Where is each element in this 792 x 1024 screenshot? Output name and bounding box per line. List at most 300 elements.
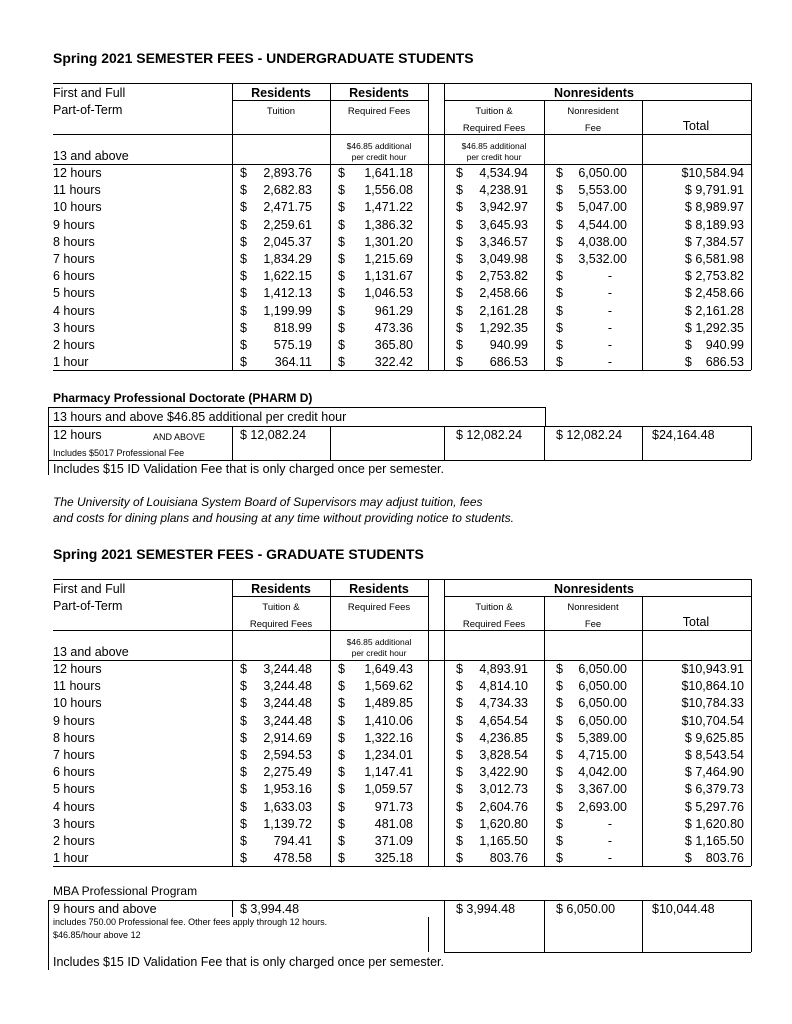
grad-row-header-line1: First and Full <box>53 582 126 596</box>
row-nr-fee: 5,047.00 <box>578 200 627 215</box>
dollar-sign: $ <box>338 234 345 249</box>
row-res-tuition: 2,045.37 <box>263 234 312 249</box>
dollar-sign: $ <box>556 234 563 249</box>
row-hours: 5 hours <box>53 782 95 797</box>
dollar-sign: $ <box>556 679 563 694</box>
row-res-fees: 325.18 <box>374 851 413 866</box>
row-res-fees: 1,649.43 <box>364 662 413 676</box>
row-hours: 8 hours <box>53 730 95 745</box>
dollar-sign: $ <box>456 166 463 180</box>
dollar-sign: $ <box>556 303 563 318</box>
row-hours: 10 hours <box>53 200 102 215</box>
dollar-sign: $ <box>240 765 247 780</box>
row-hours: 4 hours <box>53 799 95 814</box>
row-res-fees: 1,301.20 <box>364 234 413 249</box>
row-res-fees: 1,410.06 <box>364 713 413 728</box>
dollar-sign: $ <box>338 320 345 335</box>
row-nr-tuition: 2,161.28 <box>479 303 528 318</box>
dollar-sign: $ <box>338 183 345 198</box>
row-res-tuition: 2,893.76 <box>263 166 312 180</box>
dollar-sign: $ <box>556 713 563 728</box>
row-total: $ 8,189.93 <box>684 217 744 232</box>
dollar-sign: $ <box>240 834 247 848</box>
mba-nr-tuition: $ 3,994.48 <box>456 902 516 916</box>
nr-note: $46.85 additional per credit hour <box>461 141 527 162</box>
table-row <box>0 851 792 868</box>
dollar-sign: $ <box>240 799 247 814</box>
row-nr-fee: 3,367.00 <box>578 782 627 797</box>
row-nr-tuition: 1,620.80 <box>479 816 528 831</box>
row-res-fees: 1,556.08 <box>364 183 413 198</box>
row-res-fees: 371.09 <box>374 834 413 848</box>
row-nr-tuition: 4,893.91 <box>479 662 528 676</box>
row-total: $ 8,989.97 <box>684 200 744 215</box>
row-hours: 1 hour <box>53 851 89 866</box>
pharm-nr-fee: $ 12,082.24 <box>556 428 623 442</box>
table-row <box>0 714 792 731</box>
row-res-fees: 1,386.32 <box>364 217 413 232</box>
row-total: $ 1,165.50 <box>684 834 744 848</box>
dollar-sign: $ <box>456 662 463 676</box>
pharm-res-tuition: $ 12,082.24 <box>240 428 307 442</box>
dollar-sign: $ <box>456 713 463 728</box>
dollar-sign: $ <box>456 834 463 848</box>
disclaimer-line2: and costs for dining plans and housing at any time without providing notice to students. <box>53 511 514 525</box>
row-total: $10,864.10 <box>681 679 744 694</box>
row-res-fees: 1,147.41 <box>364 765 413 780</box>
grad-fees-note: $46.85 additional per credit hour <box>346 637 412 658</box>
table-row <box>0 338 792 355</box>
dollar-sign: $ <box>456 320 463 335</box>
row-nr-fee: - <box>607 303 612 318</box>
row-res-tuition: 1,199.99 <box>263 303 312 318</box>
dollar-sign: $ <box>556 799 563 814</box>
table-row <box>0 269 792 286</box>
row-res-tuition: 1,412.13 <box>263 286 312 301</box>
col-total: Total <box>682 119 710 133</box>
row-hours: 9 hours <box>53 713 95 728</box>
grad-col-nonresidents: Nonresidents <box>554 582 634 596</box>
dollar-sign: $ <box>338 355 345 370</box>
dollar-sign: $ <box>456 303 463 318</box>
row-nr-tuition: 2,604.76 <box>479 799 528 814</box>
dollar-sign: $ <box>456 269 463 284</box>
row-nr-tuition: 1,292.35 <box>479 320 528 335</box>
row-nr-fee: 4,544.00 <box>578 217 627 232</box>
row-nr-tuition: 3,942.97 <box>479 200 528 215</box>
row-nr-tuition: 4,734.33 <box>479 696 528 711</box>
mba-hours: 9 hours and above <box>53 902 157 916</box>
row-nr-tuition: 940.99 <box>489 338 528 352</box>
col-residents-fees: Residents <box>349 86 409 100</box>
row-res-fees: 1,059.57 <box>364 782 413 797</box>
row-total: $10,584.94 <box>681 166 744 180</box>
dollar-sign: $ <box>456 782 463 797</box>
dollar-sign: $ <box>456 730 463 745</box>
pharm-nr-tuition: $ 12,082.24 <box>456 428 523 442</box>
table-row <box>0 252 792 269</box>
dollar-sign: $ <box>338 338 345 352</box>
dollar-sign: $ <box>456 748 463 762</box>
dollar-sign: $ <box>556 782 563 797</box>
row-hours: 4 hours <box>53 303 95 318</box>
dollar-sign: $ <box>456 679 463 694</box>
dollar-sign: $ <box>338 799 345 814</box>
row-res-tuition: 2,275.49 <box>263 765 312 780</box>
row-total: $10,943.91 <box>681 662 744 676</box>
dollar-sign: $ <box>456 234 463 249</box>
dollar-sign: $ <box>556 355 563 370</box>
dollar-sign: $ <box>338 217 345 232</box>
row-nr-fee: 5,553.00 <box>578 183 627 198</box>
grad-col-res-tuition-l2: Required Fees <box>249 619 313 630</box>
row-hours: 2 hours <box>53 338 95 352</box>
row-nr-tuition: 2,458.66 <box>479 286 528 301</box>
dollar-sign: $ <box>240 713 247 728</box>
row-res-fees: 1,322.16 <box>364 730 413 745</box>
row-total: $ 803.76 <box>684 851 744 866</box>
row-res-tuition: 1,953.16 <box>263 782 312 797</box>
table-row <box>0 748 792 765</box>
row-total: $ 9,625.85 <box>684 730 744 745</box>
row-total: $ 7,464.90 <box>684 765 744 780</box>
row-hours: 11 hours <box>53 183 101 198</box>
row-nr-fee: 3,532.00 <box>578 252 627 266</box>
row-nr-tuition: 3,012.73 <box>479 782 528 797</box>
dollar-sign: $ <box>240 355 247 370</box>
row-res-fees: 971.73 <box>374 799 413 814</box>
dollar-sign: $ <box>556 338 563 352</box>
row-nr-tuition: 2,753.82 <box>479 269 528 284</box>
dollar-sign: $ <box>556 286 563 301</box>
dollar-sign: $ <box>240 338 247 352</box>
row-res-tuition: 2,914.69 <box>263 730 312 745</box>
row-hours: 1 hour <box>53 355 89 370</box>
dollar-sign: $ <box>338 851 345 866</box>
pharm-total: $24,164.48 <box>652 428 715 442</box>
grad-col-total: Total <box>682 615 710 629</box>
dollar-sign: $ <box>556 834 563 848</box>
dollar-sign: $ <box>456 338 463 352</box>
row-nr-tuition: 3,645.93 <box>479 217 528 232</box>
row-res-tuition: 3,244.48 <box>263 713 312 728</box>
row-nr-tuition: 4,534.94 <box>479 166 528 180</box>
row-res-fees: 1,569.62 <box>364 679 413 694</box>
row-nr-fee: - <box>607 320 612 335</box>
row-nr-fee: - <box>607 338 612 352</box>
row-res-fees: 1,215.69 <box>364 252 413 266</box>
dollar-sign: $ <box>556 320 563 335</box>
dollar-sign: $ <box>456 286 463 301</box>
row-res-tuition: 478.58 <box>273 851 312 866</box>
row-total: $10,704.54 <box>681 713 744 728</box>
row-total: $ 2,161.28 <box>684 303 744 318</box>
table-row <box>0 200 792 217</box>
dollar-sign: $ <box>556 851 563 866</box>
row-nr-fee: - <box>607 286 612 301</box>
dollar-sign: $ <box>338 679 345 694</box>
row-hours: 10 hours <box>53 696 102 711</box>
pharm-includes-fee: Includes $5017 Professional Fee <box>53 448 185 458</box>
row-hours: 7 hours <box>53 252 95 266</box>
row-nr-tuition: 4,238.91 <box>479 183 528 198</box>
table-row <box>0 218 792 235</box>
col-nr-fee-l2: Fee <box>584 123 602 134</box>
row-total: $ 7,384.57 <box>684 234 744 249</box>
row-res-tuition: 818.99 <box>273 320 312 335</box>
dollar-sign: $ <box>338 286 345 301</box>
row-nr-fee: 2,693.00 <box>578 799 627 814</box>
dollar-sign: $ <box>556 217 563 232</box>
table-row <box>0 235 792 252</box>
pharm-title: Pharmacy Professional Doctorate (PHARM D) <box>53 391 313 405</box>
row-res-tuition: 1,834.29 <box>263 252 312 266</box>
dollar-sign: $ <box>338 834 345 848</box>
dollar-sign: $ <box>240 730 247 745</box>
row-header-line1: First and Full <box>53 86 126 100</box>
dollar-sign: $ <box>338 782 345 797</box>
dollar-sign: $ <box>240 183 247 198</box>
row-res-fees: 1,471.22 <box>364 200 413 215</box>
row-nr-tuition: 686.53 <box>489 355 528 370</box>
row-res-tuition: 2,471.75 <box>263 200 312 215</box>
dollar-sign: $ <box>240 303 247 318</box>
dollar-sign: $ <box>456 252 463 266</box>
row-nr-fee: - <box>607 834 612 848</box>
row-res-tuition: 3,244.48 <box>263 662 312 676</box>
row-res-tuition: 364.11 <box>274 355 312 370</box>
row-res-tuition: 1,622.15 <box>263 269 312 284</box>
row-total: $ 9,791.91 <box>684 183 744 198</box>
table-row <box>0 731 792 748</box>
label-13-and-above: 13 and above <box>53 149 129 163</box>
fees-note: $46.85 additional per credit hour <box>346 141 412 162</box>
row-nr-fee: 6,050.00 <box>578 662 627 676</box>
row-total: $ 5,297.76 <box>684 799 744 814</box>
grad-col-nr-tuition-l2: Required Fees <box>462 619 526 630</box>
row-total: $ 6,581.98 <box>684 252 744 266</box>
row-hours: 3 hours <box>53 816 95 831</box>
row-hours: 2 hours <box>53 834 95 848</box>
dollar-sign: $ <box>556 166 563 180</box>
dollar-sign: $ <box>556 269 563 284</box>
row-nr-fee: 6,050.00 <box>578 166 627 180</box>
row-nr-tuition: 4,236.85 <box>479 730 528 745</box>
disclaimer-line1: The University of Louisiana System Board of Supervisors may adjust tuition, fees <box>53 495 483 509</box>
row-total: $10,784.33 <box>681 696 744 711</box>
row-res-fees: 322.42 <box>374 355 413 370</box>
row-hours: 6 hours <box>53 765 95 780</box>
row-nr-tuition: 4,814.10 <box>479 679 528 694</box>
row-hours: 9 hours <box>53 217 95 232</box>
row-total: $ 2,753.82 <box>684 269 744 284</box>
grad-col-res-tuition-l1: Tuition & <box>262 602 300 613</box>
row-total: $ 6,379.73 <box>684 782 744 797</box>
table-row <box>0 800 792 817</box>
dollar-sign: $ <box>240 851 247 866</box>
dollar-sign: $ <box>240 234 247 249</box>
dollar-sign: $ <box>456 200 463 215</box>
pharm-line1: 13 hours and above $46.85 additional per credit hour <box>53 410 347 424</box>
row-nr-tuition: 1,165.50 <box>479 834 528 848</box>
row-hours: 5 hours <box>53 286 95 301</box>
dollar-sign: $ <box>456 799 463 814</box>
dollar-sign: $ <box>240 748 247 762</box>
row-total: $ 2,458.66 <box>684 286 744 301</box>
col-residents-tuition: Residents <box>251 86 311 100</box>
dollar-sign: $ <box>240 252 247 266</box>
row-nr-fee: 4,038.00 <box>578 234 627 249</box>
dollar-sign: $ <box>556 748 563 762</box>
row-nr-tuition: 3,422.90 <box>479 765 528 780</box>
table-row <box>0 304 792 321</box>
dollar-sign: $ <box>338 269 345 284</box>
col-residents-tuition-sub: Tuition <box>266 106 296 117</box>
dollar-sign: $ <box>338 200 345 215</box>
dollar-sign: $ <box>240 816 247 831</box>
mba-id-fee-note: Includes $15 ID Validation Fee that is only charged once per semester. <box>53 955 444 969</box>
grad-col-nr-tuition-l1: Tuition & <box>475 602 513 613</box>
undergrad-title: Spring 2021 SEMESTER FEES - UNDERGRADUATE STUDENTS <box>53 50 474 66</box>
row-res-tuition: 575.19 <box>273 338 312 352</box>
grad-col-nr-fee-l1: Nonresident <box>567 602 619 613</box>
row-header-line2: Part-of-Term <box>53 103 123 117</box>
row-res-fees: 1,489.85 <box>364 696 413 711</box>
row-total: $ 1,620.80 <box>684 816 744 831</box>
dollar-sign: $ <box>240 286 247 301</box>
dollar-sign: $ <box>240 217 247 232</box>
pharm-id-fee-note: Includes $15 ID Validation Fee that is only charged once per semester. <box>53 462 444 476</box>
mba-res: $ 3,994.48 <box>240 902 300 916</box>
table-row <box>0 782 792 799</box>
col-nr-tuition-l2: Required Fees <box>462 123 526 134</box>
row-hours: 11 hours <box>53 679 101 694</box>
dollar-sign: $ <box>456 355 463 370</box>
col-residents-fees-sub: Required Fees <box>347 106 411 117</box>
table-row <box>0 355 792 372</box>
row-nr-fee: 5,389.00 <box>578 730 627 745</box>
row-res-fees: 1,131.67 <box>364 269 413 284</box>
row-nr-fee: - <box>607 816 612 831</box>
row-res-tuition: 2,682.83 <box>263 183 312 198</box>
dollar-sign: $ <box>240 269 247 284</box>
dollar-sign: $ <box>456 217 463 232</box>
table-row <box>0 765 792 782</box>
row-res-tuition: 2,594.53 <box>263 748 312 762</box>
dollar-sign: $ <box>556 252 563 266</box>
table-row <box>0 679 792 696</box>
row-res-tuition: 1,139.72 <box>263 816 312 831</box>
row-nr-fee: 4,715.00 <box>578 748 627 762</box>
table-row <box>0 817 792 834</box>
dollar-sign: $ <box>338 303 345 318</box>
row-res-fees: 961.29 <box>374 303 413 318</box>
table-row <box>0 662 792 679</box>
dollar-sign: $ <box>338 252 345 266</box>
dollar-sign: $ <box>338 713 345 728</box>
dollar-sign: $ <box>338 166 345 180</box>
dollar-sign: $ <box>556 183 563 198</box>
dollar-sign: $ <box>556 765 563 780</box>
row-hours: 3 hours <box>53 320 95 335</box>
dollar-sign: $ <box>240 200 247 215</box>
row-res-tuition: 1,633.03 <box>263 799 312 814</box>
row-hours: 8 hours <box>53 234 95 249</box>
row-nr-fee: - <box>607 851 612 866</box>
row-nr-tuition: 3,049.98 <box>479 252 528 266</box>
row-res-tuition: 3,244.48 <box>263 696 312 711</box>
mba-note1: includes 750.00 Professional fee. Other fees apply through 12 hours. <box>53 917 328 927</box>
row-res-fees: 1,046.53 <box>364 286 413 301</box>
grad-col-nr-fee-l2: Fee <box>584 619 602 630</box>
table-row <box>0 183 792 200</box>
grad-col-res-fees-sub: Required Fees <box>347 602 411 613</box>
row-total: $ 8,543.54 <box>684 748 744 762</box>
dollar-sign: $ <box>556 200 563 215</box>
grad-col-residents-tuition: Residents <box>251 582 311 596</box>
row-res-fees: 1,234.01 <box>364 748 413 762</box>
mba-title: MBA Professional Program <box>53 884 198 898</box>
row-nr-fee: 6,050.00 <box>578 713 627 728</box>
dollar-sign: $ <box>338 765 345 780</box>
dollar-sign: $ <box>240 662 247 676</box>
dollar-sign: $ <box>456 183 463 198</box>
mba-note2: $46.85/hour above 12 <box>53 930 141 940</box>
row-res-fees: 473.36 <box>374 320 413 335</box>
dollar-sign: $ <box>556 816 563 831</box>
dollar-sign: $ <box>456 696 463 711</box>
row-hours: 7 hours <box>53 748 95 762</box>
dollar-sign: $ <box>240 166 247 180</box>
row-nr-fee: 4,042.00 <box>578 765 627 780</box>
col-nonresidents: Nonresidents <box>554 86 634 100</box>
dollar-sign: $ <box>240 696 247 711</box>
row-nr-tuition: 4,654.54 <box>479 713 528 728</box>
grad-row-header-line2: Part-of-Term <box>53 599 123 613</box>
row-res-tuition: 794.41 <box>273 834 312 848</box>
table-row <box>0 834 792 851</box>
row-nr-tuition: 803.76 <box>489 851 528 866</box>
dollar-sign: $ <box>338 748 345 762</box>
dollar-sign: $ <box>338 696 345 711</box>
row-nr-fee: 6,050.00 <box>578 679 627 694</box>
row-nr-tuition: 3,828.54 <box>479 748 528 762</box>
dollar-sign: $ <box>338 730 345 745</box>
dollar-sign: $ <box>240 679 247 694</box>
row-res-fees: 1,641.18 <box>364 166 413 180</box>
col-nr-fee-l1: Nonresident <box>567 106 619 117</box>
dollar-sign: $ <box>456 816 463 831</box>
dollar-sign: $ <box>338 816 345 831</box>
table-row <box>0 696 792 713</box>
mba-nr-fee: $ 6,050.00 <box>556 902 616 916</box>
row-res-fees: 365.80 <box>374 338 413 352</box>
row-total: $ 940.99 <box>684 338 744 352</box>
row-nr-fee: - <box>607 269 612 284</box>
row-total: $ 1,292.35 <box>684 320 744 335</box>
row-res-tuition: 3,244.48 <box>263 679 312 694</box>
pharm-and-above: AND ABOVE <box>153 432 206 442</box>
col-nr-tuition-l1: Tuition & <box>475 106 513 117</box>
row-nr-tuition: 3,346.57 <box>479 234 528 249</box>
mba-total: $10,044.48 <box>652 902 715 916</box>
dollar-sign: $ <box>456 765 463 780</box>
row-hours: 12 hours <box>53 662 102 676</box>
row-nr-fee: - <box>607 355 612 370</box>
dollar-sign: $ <box>556 696 563 711</box>
table-row <box>0 321 792 338</box>
dollar-sign: $ <box>556 730 563 745</box>
